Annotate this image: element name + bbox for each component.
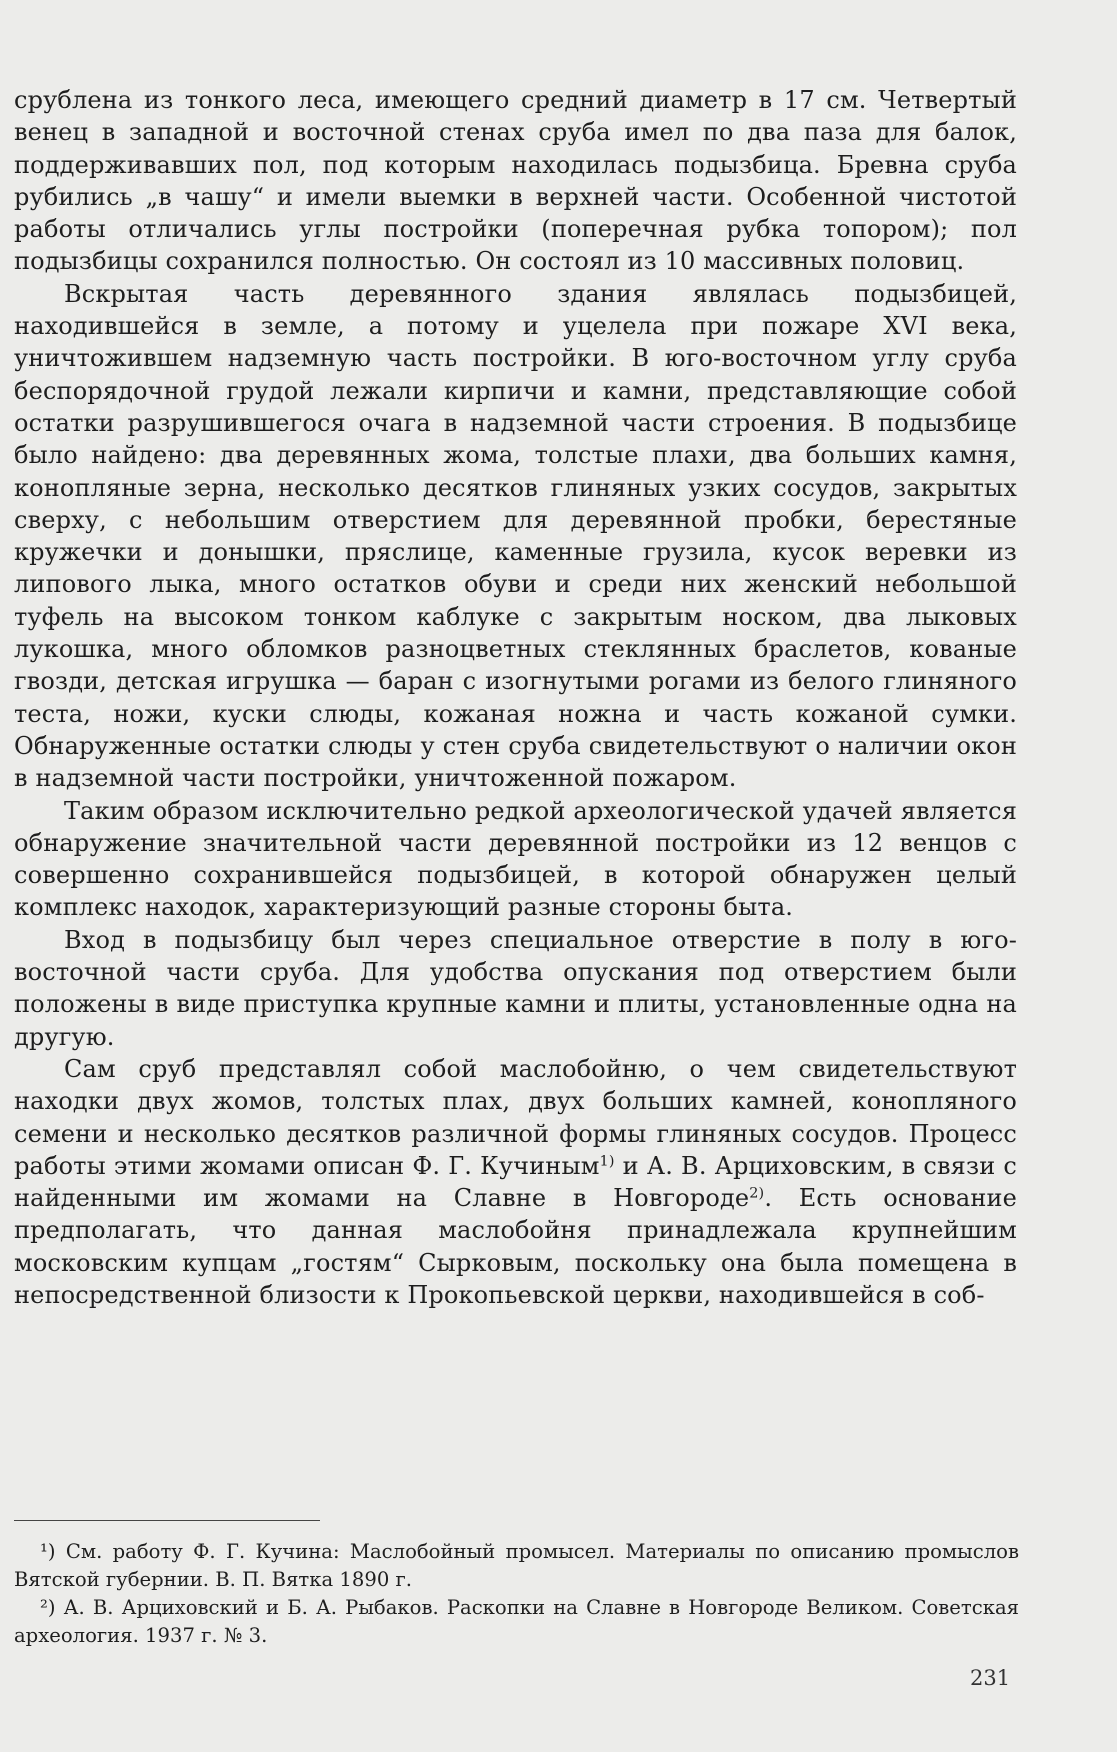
page-number: 231 [970, 1666, 1011, 1690]
paragraph-3: Таким образом исключительно редкой археологической удачей является обнаружение значительной части деревянной постройки из 12 венцов с совершенно сохранившейся подызбицей, в которой обнаружен целый комплекс находок, характеризующий разные стороны быта. [14, 796, 1017, 922]
paragraph-1: срублена из тонкого леса, имеющего средний диаметр в 17 см. Четвертый венец в западной и восточной стенах сруба имел по два паза для балок, поддерживавших пол, под которым находилась подызбица. Бревна сруба рубились „в чашу“ и имели выемки в верхней части. Особенной чистотой работы отличались углы постройки (поперечная рубка топором); пол подызбицы сохранился полностью. Он состоял из 10 массивных половиц. [14, 86, 1017, 276]
footnote-ref-2: 2) [749, 1185, 765, 1202]
paragraph-4: Вход в подызбицу был через специальное отверстие в полу в юго-восточной части сруба. Для удобства опускания под отверстием были положены в виде приступка крупные камни и плиты, установленные одна на другую. [14, 925, 1017, 1051]
footnotes [14, 1538, 1019, 1650]
footnote-2: ²) А. В. Арциховский и Б. А. Рыбаков. Раскопки на Славне в Новгороде Великом. Советская археология. 1937 г. № 3. [14, 1596, 1019, 1647]
footnote-divider [14, 1520, 320, 1521]
main-text [14, 84, 1017, 1311]
paragraph-5-part-3: . Есть основание предполагать, что данная маслобойня принадлежала крупнейшим московским купцам „гостям“ Сырковым, поскольку она была помещена в непосредственной близости к Прокопьевской церкви, находившейся в соб- [14, 1184, 1017, 1309]
paragraph-5-part-1: Сам сруб представлял собой маслобойню, о чем свидетельствуют находки двух жомов, толстых плах, двух больших камней, конопляного семени и несколько десятков различной формы глиняных сосудов. Процесс работы этими жомами описан Ф. Г. Кучиным [14, 1054, 1017, 1180]
paragraph-5-part-2: и А. В. Арциховским, в связи с найденными им жомами на Славне в Новгороде [14, 1151, 1018, 1213]
footnote-1: ¹) См. работу Ф. Г. Кучина: Маслобойный промысел. Материалы по описанию промыслов Вятской губернии. В. П. Вятка 1890 г. [14, 1540, 1019, 1591]
paragraph-2: Вскрытая часть деревянного здания являлась подызбицей, находившейся в земле, а потому и уцелела при пожаре XVI века, уничтожившем надземную часть постройки. В юго-восточном углу сруба беспорядочной грудой лежали кирпичи и камни, представляющие собой остатки разрушившегося очага в надземной части строения. В подызбице было найдено: два деревянных жома, толстые плахи, два больших камня, конопляные зерна, несколько десятков глиняных узких сосудов, закрытых сверху, с небольшим отверстием для деревянной пробки, берестяные кружечки и донышки, пряслице, каменные грузила, кусок веревки из липового лыка, много остатков обуви и среди них женский небольшой туфель на высоком тонком каблуке с закрытым носком, два лыковых лукошка, много обломков разноцветных стеклянных браслетов, кованые гвозди, детская игрушка — баран с изогнутыми рогами из белого глиняного теста, ножи, куски слюды, кожаная ножна и часть кожаной сумки. Обнаруженные остатки слюды у стен сруба свидетельствуют о наличии окон в надземной части постройки, уничтоженной пожаром. [14, 279, 1017, 793]
footnote-ref-1: 1) [599, 1153, 615, 1170]
paragraph-5 [14, 1053, 1017, 1311]
